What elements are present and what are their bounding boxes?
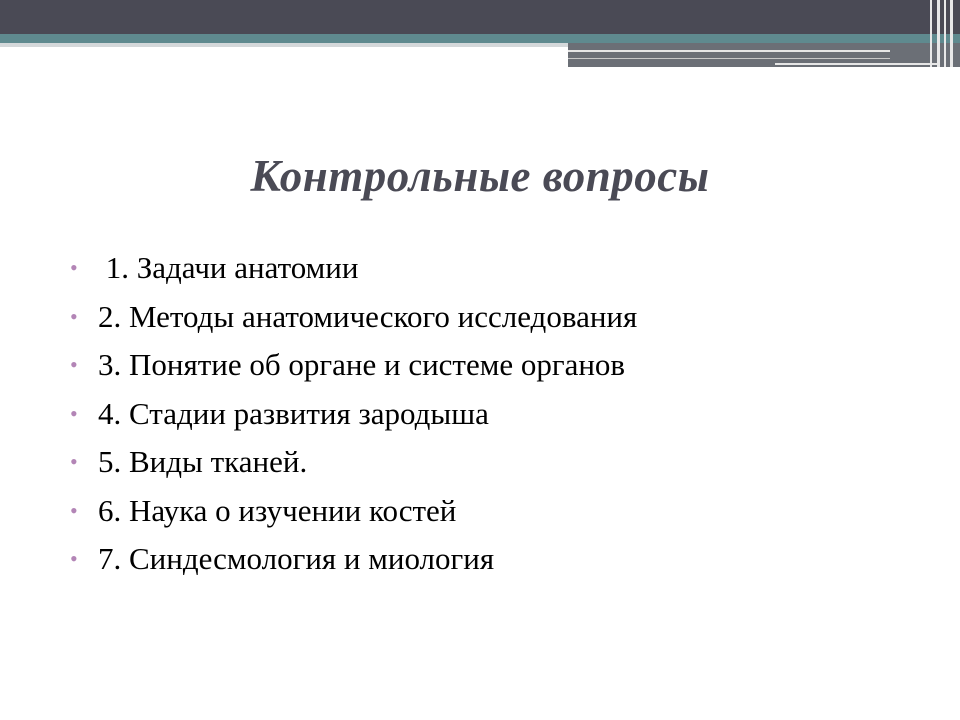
bullet-icon: •: [70, 255, 78, 280]
question-list: [70, 244, 637, 584]
list-item: [70, 438, 637, 487]
bullet-icon: •: [70, 303, 78, 329]
bullet-icon: •: [70, 497, 78, 523]
list-item: [70, 244, 637, 293]
header-line: [775, 63, 940, 65]
header-vertical-bar: [937, 0, 940, 67]
list-item: [70, 390, 637, 439]
list-item: [70, 293, 637, 342]
header-shadow: [0, 43, 568, 47]
header-line: [568, 58, 890, 59]
list-item-text: 3. Понятие об органе и системе органов: [98, 347, 626, 382]
list-item-text: 2. Методы анатомического исследования: [98, 298, 638, 334]
list-item: [70, 535, 637, 584]
header-vertical-bar: [930, 0, 932, 67]
list-item-text: 5. Виды тканей.: [98, 444, 308, 479]
list-item-text: 1. Задачи анатомии: [98, 250, 359, 285]
header-band-teal: [0, 34, 960, 43]
header-vertical-bar: [950, 0, 953, 67]
bullet-icon: •: [70, 400, 78, 426]
slide-title: Контрольные вопросы: [250, 151, 710, 201]
bullet-icon: •: [70, 352, 78, 377]
list-item-text: 4. Стадии развития зародыша: [98, 395, 489, 431]
bullet-icon: •: [70, 449, 78, 474]
list-item: [70, 487, 637, 536]
header-band-dark: [0, 0, 960, 34]
list-item-text: 7. Синдесмология и миология: [98, 541, 495, 576]
header-vertical-bar: [944, 0, 946, 67]
list-item: [70, 341, 637, 390]
header-line: [568, 50, 890, 52]
list-item-text: 6. Наука о изучении костей: [98, 492, 457, 528]
bullet-icon: •: [70, 546, 78, 571]
